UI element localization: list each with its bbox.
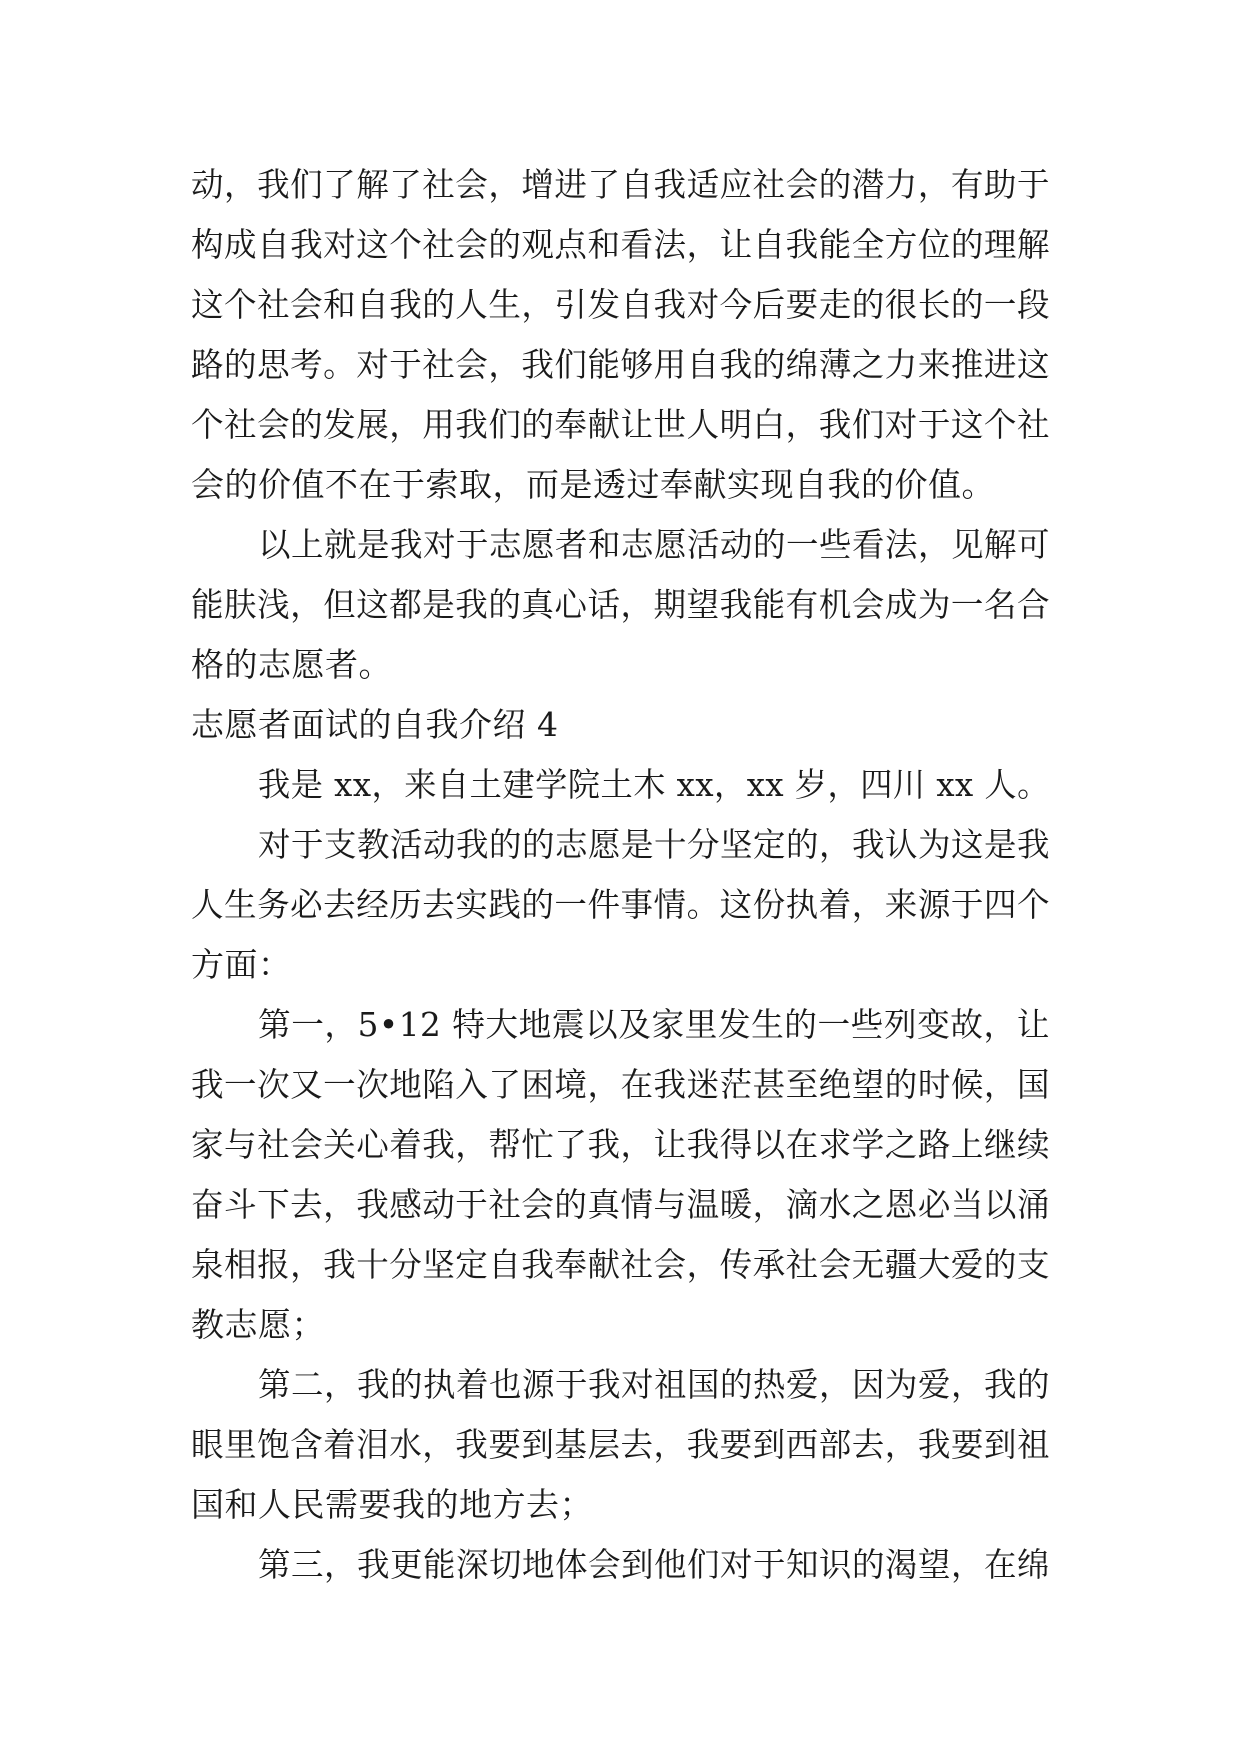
text-line: 能肤浅，但这都是我的真心话，期望我能有机会成为一名合 [191,585,1050,624]
text-line: 我是 xx，来自土建学院土木 xx，xx 岁，四川 xx 人。 [258,765,1050,804]
text-line: 泉相报，我十分坚定自我奉献社会，传承社会无疆大爱的支 [191,1245,1050,1284]
text-line: 会的价值不在于索取，而是透过奉献实现自我的价值。 [191,465,995,504]
text-line: 对于支教活动我的的志愿是十分坚定的，我认为这是我 [258,825,1051,864]
text-line: 教志愿； [191,1305,325,1344]
text-line: 奋斗下去，我感动于社会的真情与温暖，滴水之恩必当以涌 [191,1185,1050,1224]
text-line: 第二，我的执着也源于我对祖国的热爱，因为爱，我的 [258,1365,1051,1404]
text-line: 我一次又一次地陷入了困境，在我迷茫甚至绝望的时候，国 [191,1065,1050,1104]
text-line: 格的志愿者。 [191,645,392,684]
text-line: 人生务必去经历去实践的一件事情。这份执着，来源于四个 [191,885,1050,924]
text-line: 第三，我更能深切地体会到他们对于知识的渴望，在绵 [258,1545,1051,1584]
text-line: 家与社会关心着我，帮忙了我，让我得以在求学之路上继续 [191,1125,1050,1164]
text-line: 动，我们了解了社会，增进了自我适应社会的潜力，有助于 [191,165,1050,204]
text-line: 路的思考。对于社会，我们能够用自我的绵薄之力来推进这 [191,345,1050,384]
text-line: 眼里饱含着泪水，我要到基层去，我要到西部去，我要到祖 [191,1425,1050,1464]
text-line: 方面： [191,945,292,984]
section-heading: 志愿者面试的自我介绍 4 [191,705,559,744]
text-line: 构成自我对这个社会的观点和看法，让自我能全方位的理解 [191,225,1050,264]
text-line: 以上就是我对于志愿者和志愿活动的一些看法，见解可 [258,525,1051,564]
text-line: 这个社会和自我的人生，引发自我对今后要走的很长的一段 [191,285,1050,324]
text-line: 国和人民需要我的地方去； [191,1485,593,1524]
text-line: 第一，5•12 特大地震以及家里发生的一些列变故，让 [258,1005,1050,1044]
text-line: 个社会的发展，用我们的奉献让世人明白，我们对于这个社 [191,405,1050,444]
